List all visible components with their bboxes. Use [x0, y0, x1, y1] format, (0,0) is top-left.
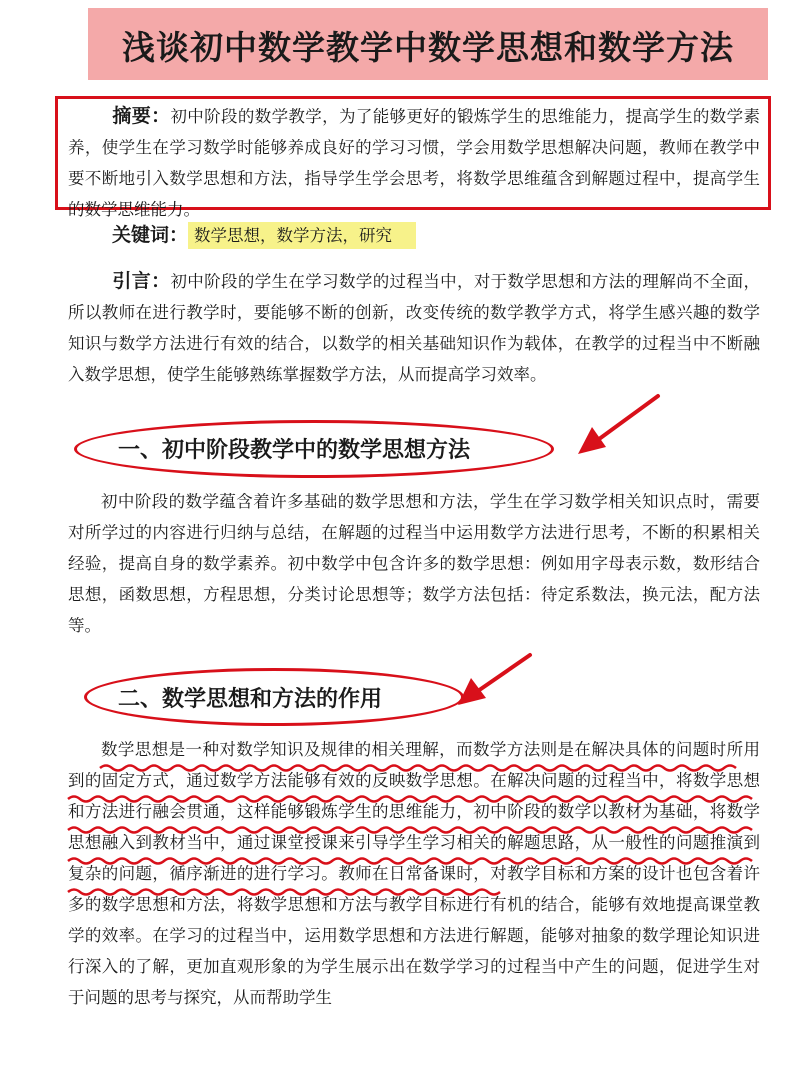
intro-paragraph: 引言：初中阶段的学生在学习数学的过程当中，对于数学思想和方法的理解尚不全面，所以教师在进行教学时，要能够不断的创新，改变传统的数学教学方式，将学生感兴趣的数学知识与数学方法进行有效的结合，以数学的相关基础知识作为载体，在教学的过程当中不断融入数学思想，使学生能够熟练掌握数学方法，从而提高学习效率。	[68, 270, 760, 384]
section2-heading: 二、数学思想和方法的作用	[118, 687, 383, 712]
abstract-paragraph: 摘要：初中阶段的数学教学，为了能够更好的锻炼学生的思维能力，提高学生的数学素养，使学生在学习数学时能够养成良好的学习习惯，学会用数学思想解决问题，教师在教学中要不断地引入数学思想和方法，指导学生学会思考，将数学思维蕴含到解题过程中，提高学生的数学思维能力。	[68, 105, 760, 219]
section1-heading: 一、初中阶段教学中的数学思想方法	[118, 438, 471, 463]
arrow-annotation-2	[458, 655, 530, 705]
section2-body: 数学思想是一种对数学知识及规律的相关理解，而数学方法则是在解决具体的问题时所用到的固定方式，通过数学方法能够有效的反映数学思想。在解决问题的过程当中，将数学思想和方法进行融会贯通，这样能够锻炼学生的思维能力，初中阶段的数学以教材为基础，将数学思想融入到教材当中，通过课堂授课来引导学生学习相关的解题思路，从一般性的问题推演到复杂的问题，循序渐进的进行学习。教师在日常备课时，对教学目标和方案的设计也包含着许多的数学思想和方法，将数学思想和方法与教学目标进行有机的结合，能够有效地提高课堂教学的效率。在学习的过程当中，运用数学思想和方法进行解题，能够对抽象的数学理论知识进行深入的了解，更加直观形象的为学生展示出在数学学习的过程当中产生的问题，促进学生对于问题的思考与探究，从而帮助学生	[68, 740, 760, 1007]
intro-label: 引言	[112, 270, 152, 292]
keywords-line: 关键词： 数学思想，数学方法，研究	[112, 220, 752, 251]
section1-body: 初中阶段的数学蕴含着许多基础的数学思想和方法，学生在学习数学相关知识点时，需要对所学过的内容进行归纳与总结，在解题的过程当中运用数学方法进行思考，不断的积累相关经验，提高自身的数学素养。初中数学中包含许多的数学思想：例如用字母表示数，数形结合思想，函数思想，方程思想，分类讨论思想等；数学方法包括：待定系数法，换元法，配方法等。	[68, 492, 760, 635]
keywords-label: 关键词	[112, 224, 170, 246]
page-title: 浅谈初中数学教学中数学思想和数学方法	[122, 28, 734, 67]
abstract-label: 摘要	[112, 105, 152, 127]
arrow-annotation-1	[578, 396, 658, 454]
title-banner	[88, 8, 768, 80]
intro-text: 初中阶段的学生在学习数学的过程当中，对于数学思想和方法的理解尚不全面，所以教师在进行教学时，要能够不断的创新，改变传统的数学教学方式，将学生感兴趣的数学知识与数学方法进行有效的结合，以数学的相关基础知识作为载体，在教学的过程当中不断融入数学思想，使学生能够熟练掌握数学方法，从而提高学习效率。	[68, 272, 760, 384]
abstract-text: 初中阶段的数学教学，为了能够更好的锻炼学生的思维能力，提高学生的数学素养，使学生在学习数学时能够养成良好的学习习惯，学会用数学思想解决问题，教师在教学中要不断地引入数学思想和方法，指导学生学会思考，将数学思维蕴含到解题过程中，提高学生的数学思维能力。	[68, 107, 760, 219]
keywords-text: 数学思想，数学方法，研究	[188, 222, 416, 249]
